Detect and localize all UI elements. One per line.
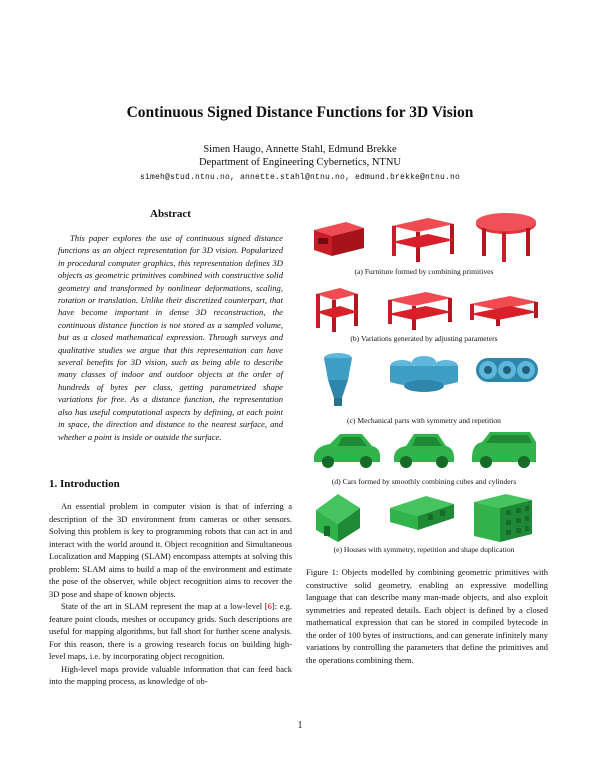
mechanical-nozzle-image	[316, 350, 360, 410]
house-gable-image	[310, 490, 370, 544]
figure-row-variations	[306, 282, 542, 340]
subcaption-c: (c) Mechanical parts with symmetry and repetition	[347, 416, 501, 425]
car-van-image	[468, 428, 540, 472]
subcaption-d: (d) Cars formed by smoothly combining cubes and cylinders	[331, 477, 517, 486]
car-sedan-image	[310, 428, 382, 472]
author-emails: simeh@stud.ntnu.no, annette.stahl@ntnu.no, edmund.brekke@ntnu.no	[139, 173, 461, 182]
abstract-text: This paper explores the use of continuous signed distance functions as an object representation for 3D vision. Popularized in procedural computer graphics, this representation defines 3D objects as geometric primitives combined with constructive solid geometry and transformed by nonlinear deformations, scaling, rotation or translation. Unlike their discretized counterpart, that have become important in dense 3D reconstruction, the continuous distance function is not stored as a sampled volume, but as a closed mathematical expression. Through surveys and qualitative studies we argue that this representation can have several benefits for 3D vision, such as being able to describe many classes of indoor and outdoor objects at the order of hundreds of bytes per class, getting parametrized shape variations for free. As a distance function, the representation also has useful computational aspects by defining, at each point in space, the direction and distance to the nearest surface, and whether a point is inside or outside the surface.	[58, 233, 283, 442]
furniture-cabinet-image	[308, 208, 370, 264]
car-compact-image	[390, 428, 458, 472]
mechanical-triple-ring-image	[474, 350, 540, 390]
citation-link[interactable]: 6	[267, 601, 272, 611]
house-long-image	[386, 490, 458, 534]
figure-row-furniture	[306, 208, 542, 266]
abstract-heading: Abstract	[150, 208, 191, 220]
introduction-body	[49, 500, 292, 688]
variation-small-table-image	[312, 282, 362, 334]
figure-row-mechanical	[306, 350, 542, 408]
variation-wide-table-image	[384, 282, 456, 334]
furniture-round-table-image	[470, 208, 540, 264]
furniture-table-image	[388, 208, 458, 264]
mechanical-manifold-image	[386, 350, 462, 400]
figure-caption: Figure 1: Objects modelled by combining geometric primitives with constructive solid geometry, enabling an expressive modelling language that can describe many man-made objects, and also exploit symmetries and repeated details. Each object is defined by a closed mathematical expression that can be stored in compiled bytecode in the order of 100 bytes of instructions, and can generate infinitely many variations by controlling the parameters that define the primitives and the operations combining them.	[306, 567, 548, 665]
affiliation: Department of Engineering Cybernetics, NTNU	[198, 157, 402, 168]
intro-paragraph-3: High-level maps provide valuable information that can feed back into the mapping process, as knowledge of ob-	[49, 663, 292, 686]
intro-p2-end: ]: e.g. feature point clouds, meshes or occupancy grids. Such descriptions are useful for mapping algorithms, but fall short for further scene analysis. For this reason, there is a growing research focus on building high-level maps, i.e. by incorporating object recognition.	[49, 601, 292, 661]
introduction-heading: 1. Introduction	[49, 478, 120, 490]
intro-paragraph-2	[49, 600, 292, 663]
figure-row-houses	[306, 490, 542, 548]
variation-low-table-image	[466, 282, 542, 334]
page-number: 1	[297, 720, 303, 731]
author-list: Simen Haugo, Annette Stahl, Edmund Brekke	[203, 144, 397, 155]
subcaption-e: (e) Houses with symmetry, repetition and shape duplication	[333, 545, 515, 554]
house-apartment-image	[470, 490, 536, 546]
paper-title: Continuous Signed Distance Functions for 3D Vision	[126, 104, 474, 121]
intro-paragraph-1: An essential problem in computer vision is that of inferring a description of the 3D environment from cameras or other sensors. Solving this problem is key to programming robots that can act in and interact with the world around it. Object recognition and Simultaneous Localization and Mapping (SLAM) encompass attempts at solving this problem: SLAM aims to build a map of the environment and estimate the pose of the observer, while object recognition aims to recover the 3D pose and shape of known objects.	[49, 501, 292, 599]
subcaption-a: (a) Furniture formed by combining primitives	[354, 267, 494, 276]
intro-p2-start: State of the art in SLAM represent the map at a low-level [	[61, 601, 268, 611]
subcaption-b: (b) Variations generated by adjusting parameters	[350, 334, 498, 343]
